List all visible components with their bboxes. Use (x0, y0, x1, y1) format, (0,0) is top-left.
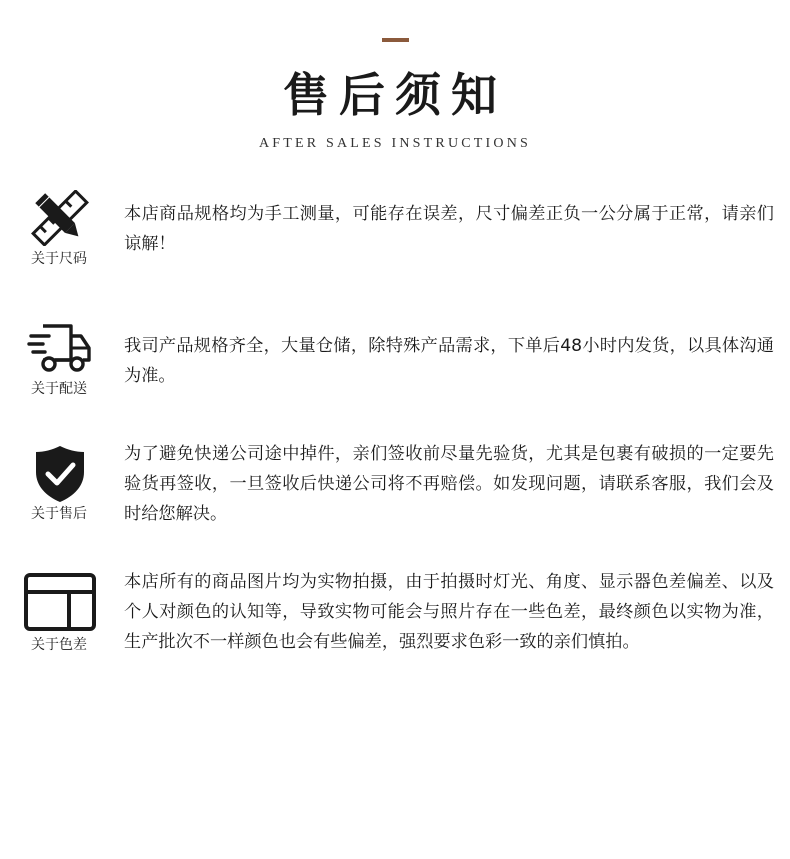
notice-text-delivery: 我司产品规格齐全，大量仓储，除特殊产品需求，下单后48小时内发货，以具体沟通为准。 (124, 336, 774, 386)
shield-check-icon (22, 442, 98, 506)
notice-label-size: 关于尺码 (31, 251, 87, 267)
accent-divider (382, 38, 409, 42)
notice-text-size: 本店商品规格均为手工测量，可能存在误差，尺寸偏差正负一公分属于正常，请亲们谅解！ (124, 204, 774, 254)
page-subtitle: AFTER SALES INSTRUCTIONS (258, 136, 532, 151)
notice-text-after-sales: 为了避免快递公司途中掉件，亲们签收前尽量先验货，尤其是包裹有破损的一定要先验货再签收，一旦签收后快递公司将不再赔偿。如发现问题，请联系客服，我们会及时给您解决。 (124, 444, 774, 524)
delivery-truck-icon (22, 316, 98, 380)
notice-label-delivery: 关于配送 (31, 381, 87, 397)
color-window-icon (22, 570, 98, 634)
pencil-ruler-icon (22, 186, 98, 250)
notice-label-color-difference: 关于色差 (31, 637, 87, 653)
page-title: 售后须知 (283, 68, 507, 122)
notice-label-after-sales: 关于售后 (31, 506, 87, 522)
notice-text-color-difference: 本店所有的商品图片均为实物拍摄，由于拍摄时灯光、角度、显示器色差偏差、以及个人对颜色的认知等，导致实物可能会与照片存在一些色差，最终颜色以实物为准，生产批次不一样颜色也会有些偏差，强烈要求色彩一致的亲们慎拍。 (124, 572, 774, 652)
